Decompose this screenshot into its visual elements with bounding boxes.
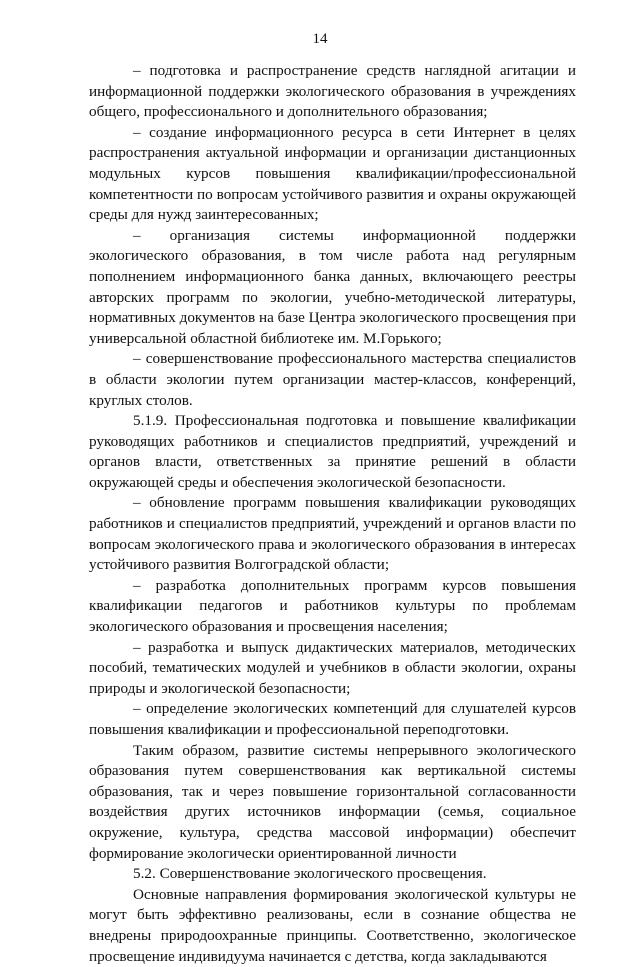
paragraph-information-support-system: – организация системы информационной поддержки экологического образования, в том числе работа над регулярным пополнением информационного банка данных, включающего реестры авторских программ по экологии, учебно-методической литературы, нормативных документов на базе Центра экологического просвещения при универсальной областной библиотеке им. М.Горького; xyxy=(89,226,576,347)
paragraph-additional-programs: – разработка дополнительных программ курсов повышения квалификации педагогов и работников культуры по проблемам экологического образования и просвещения населения; xyxy=(89,576,576,636)
paragraph-conclusion: Таким образом, развитие системы непрерывного экологического образования путем совершенствования как вертикальной системы образования, так и через повышение горизонтальной согласованности воздействия других источников информации (семья, социальное окружение, культура, средства массовой информации) обеспечит формирование экологически ориентированной личности xyxy=(89,741,576,862)
paragraph-professional-skills: – совершенствование профессионального мастерства специалистов в области экологии путем организации мастер-классов, конференций, круглых столов. xyxy=(89,350,576,409)
paragraph-competencies: – определение экологических компетенций для слушателей курсов повышения квалификации и профессиональной переподготовки. xyxy=(89,700,576,738)
document-body xyxy=(89,61,576,967)
paragraph-section-5-1-9: 5.1.9. Профессиональная подготовка и повышение квалификации руководящих работников и специалистов предприятий, учреждений и органов власти, ответственных за принятие решений в области окружающей среды и обеспечения экологической безопасности. xyxy=(89,412,576,491)
paragraph-section-5-2: 5.2. Совершенствование экологического просвещения. xyxy=(133,865,487,883)
paragraph-main-directions: Основные направления формирования экологической культуры не могут быть эффективно реализованы, если в сознание общества не внедрены природоохранные принципы. Соответственно, экологическое просвещение индивидуума начинается с детства, когда закладываются xyxy=(89,885,576,965)
paragraph-didactic-materials: – разработка и выпуск дидактических материалов, методических пособий, тематических модулей и учебников в области экологии, охраны природы и экологической безопасности; xyxy=(89,638,576,697)
paragraph-agitation-materials: – подготовка и распространение средств наглядной агитации и информационной поддержки экологического образования в учреждениях общего, профессионального и дополнительного образования; xyxy=(89,62,576,121)
page-number: 14 xyxy=(312,31,328,47)
paragraph-program-update: – обновление программ повышения квалификации руководящих работников и специалистов предприятий, учреждений и органов власти по вопросам экологического права и экологического образования в интересах устойчивого развития Волгоградской области; xyxy=(89,494,576,574)
paragraph-internet-resource: – создание информационного ресурса в сети Интернет в целях распространения актуальной информации и организации дистанционных модульных курсов повышения квалификации/профессиональной компетентности по вопросам устойчивого развития и охраны окружающей среды для нужд заинтересованных; xyxy=(89,123,576,224)
